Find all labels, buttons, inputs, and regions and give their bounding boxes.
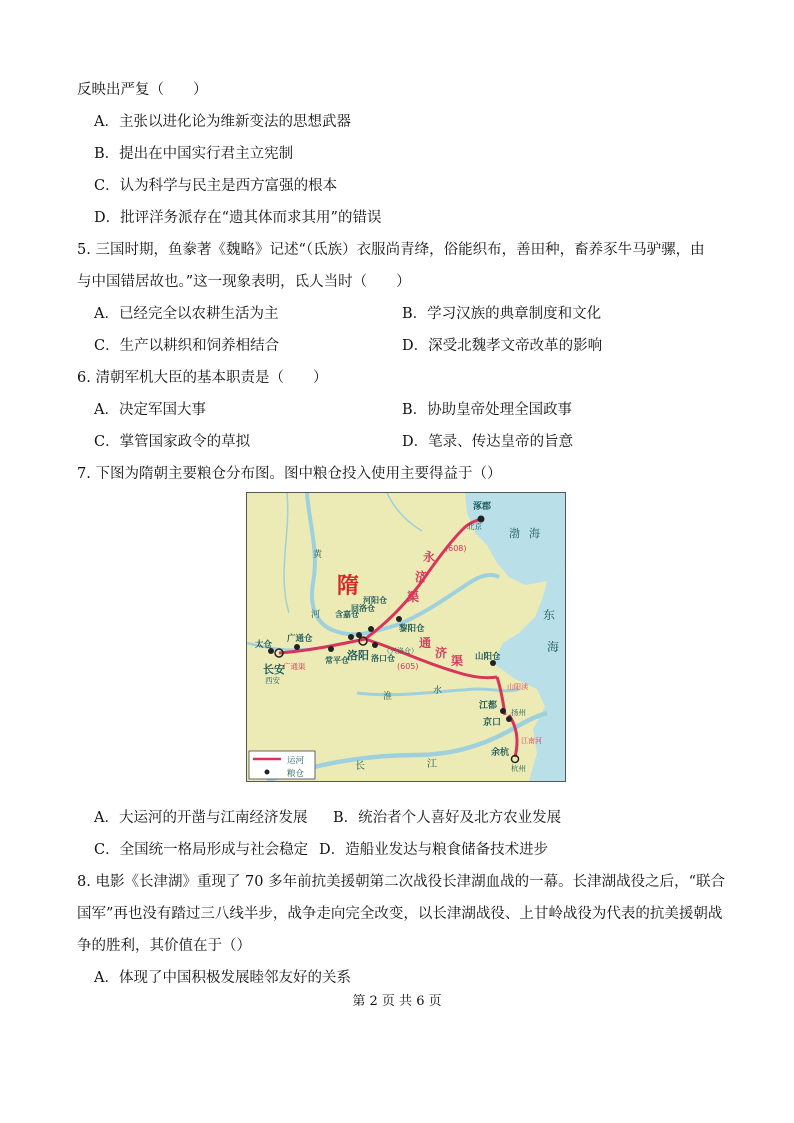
q4-option-a: A．主张以进化论为维新变法的思想武器 xyxy=(94,114,351,130)
sui-granary-map xyxy=(246,492,566,782)
q8-option-a: A．体现了中国积极发展睦邻友好的关系 xyxy=(94,970,351,986)
q5-option-a: A．已经完全以农耕生活为主 xyxy=(94,306,279,322)
heyang-label: 河阳仓 xyxy=(363,596,387,605)
taicang-label: 太仓 xyxy=(255,640,273,650)
q4-option-c: C．认为科学与民主是西方富强的根本 xyxy=(94,178,338,194)
q6-option-c: C．掌管国家政令的草拟 xyxy=(94,434,251,450)
heyang-dot xyxy=(368,626,374,632)
yongji-char-1: 永 xyxy=(423,550,436,564)
q4-option-b: B．提出在中国实行君主立宪制 xyxy=(94,146,294,162)
xingluo-label: （兴洛仓） xyxy=(383,647,418,655)
q8-stem-line1: 8. 电影《长津湖》重现了 70 多年前抗美援朝第二次战役长津湖血战的一幕。长津湖战役之后，“联合 xyxy=(77,874,726,890)
yellow-river-char-2: 河 xyxy=(311,610,321,620)
beijing-label: 北京 xyxy=(467,522,482,531)
legend-box xyxy=(249,751,315,779)
q4-option-d: D．批评洋务派存在“遗其体而求其用”的错误 xyxy=(94,210,382,226)
guangtong-granary-label: 广通仓 xyxy=(287,634,313,644)
huiluo-dot xyxy=(356,632,362,638)
hangzhou-label: 杭州 xyxy=(511,764,526,773)
yangtze-char-2: 江 xyxy=(427,759,437,770)
legend-granary-swatch xyxy=(265,770,270,775)
hanjia-label: 含嘉仓 xyxy=(335,610,359,619)
donghai-char-1: 东 xyxy=(543,608,556,622)
hanjia-dot xyxy=(348,634,354,640)
q5-option-b: B．学习汉族的典章制度和文化 xyxy=(402,306,602,322)
changping-dot xyxy=(328,646,334,652)
yuhang-label: 余杭 xyxy=(491,748,510,758)
legend-canal-label: 运河 xyxy=(287,756,305,766)
tongji-char-3: 渠 xyxy=(451,654,464,668)
luokou-dot xyxy=(372,642,378,648)
q5-option-d: D．深受北魏孝文帝改革的影响 xyxy=(402,338,603,354)
q4-stem-end: 反映出严复（ ） xyxy=(77,82,208,98)
yangzhou-label: 扬州 xyxy=(511,708,526,717)
changan-label: 长安 xyxy=(263,663,285,676)
map-svg xyxy=(247,493,565,781)
tongji-char-1: 通 xyxy=(419,636,432,650)
jiangdu-label: 江都 xyxy=(479,701,498,711)
q5-stem-line1: 5. 三国时期，鱼豢著《魏略》记述“（氐族）衣服尚青绛，俗能织布，善田种，畜养豕牛马驴骡，由 xyxy=(77,242,705,258)
q6-option-d: D．笔录、传达皇帝的旨意 xyxy=(402,434,574,450)
yongji-char-2: 济 xyxy=(415,570,428,584)
guangtong-granary-dot xyxy=(294,644,300,650)
year-605-label: (605) xyxy=(397,662,419,671)
yellow-river-char-1: 黄 xyxy=(313,550,323,560)
changping-label: 常平仓 xyxy=(325,656,349,665)
jiangdu-dot xyxy=(500,708,506,714)
page-footer: 第 2 页 共 6 页 xyxy=(352,994,442,1009)
yangtze-char-1: 长 xyxy=(355,761,365,772)
xian-label: 西安 xyxy=(265,676,280,685)
huiluo-label: 回洛仓 xyxy=(351,604,375,613)
q6-option-a: A．决定军国大事 xyxy=(94,402,206,418)
bohai-char-2: 海 xyxy=(529,527,540,540)
shui-char: 水 xyxy=(433,686,443,696)
q8-stem-line3: 争的胜利，其价值在于（） xyxy=(77,938,251,954)
q8-stem-line2: 国军”再也没有踏过三八线半步，战争走向完全改变，以长津湖战役、上甘岭战役为代表的抗美援朝战 xyxy=(77,906,723,922)
liyang-dot xyxy=(396,616,402,622)
zhuojun-label: 涿郡 xyxy=(473,502,492,512)
country-label: 隋 xyxy=(337,574,360,599)
q5-stem-line2: 与中国错居故也。”这一现象表明，氐人当时（ ） xyxy=(77,274,411,290)
q7-option-a: A．大运河的开凿与江南经济发展 xyxy=(94,810,308,826)
huai-char: 淮 xyxy=(383,692,393,702)
q6-option-b: B．协助皇帝处理全国政事 xyxy=(402,402,573,418)
tongji-char-2: 济 xyxy=(435,646,448,660)
year-608-label: (608) xyxy=(445,544,467,553)
q6-stem: 6. 清朝军机大臣的基本职责是（ ） xyxy=(77,370,328,386)
jingkou-label: 京口 xyxy=(483,718,502,728)
shanyang-label: 山阳仓 xyxy=(475,652,501,662)
shanyang-du-label: 山阳渎 xyxy=(507,683,528,691)
luoyang-label: 洛阳 xyxy=(347,649,369,662)
bohai-char-1: 渤 xyxy=(509,527,520,540)
donghai-char-2: 海 xyxy=(547,640,560,654)
guangtong-canal-label: 广通渠 xyxy=(283,662,306,671)
q7-option-d: D．造船业发达与粮食储备技术进步 xyxy=(319,842,549,858)
yongji-char-3: 渠 xyxy=(407,590,420,604)
q7-option-c: C．全国统一格局形成与社会稳定 xyxy=(94,842,309,858)
jingkou-dot xyxy=(506,716,512,722)
legend-granary-label: 粮仓 xyxy=(287,769,305,779)
q7-option-b: B．统治者个人喜好及北方农业发展 xyxy=(333,810,562,826)
liyang-label: 黎阳仓 xyxy=(399,624,425,634)
luokou-label: 洛口仓 xyxy=(371,654,395,663)
q7-stem: 7. 下图为隋朝主要粮仓分布图。图中粮仓投入使用主要得益于（） xyxy=(77,466,502,482)
jiangnan-he-label: 江南河 xyxy=(521,737,542,745)
q5-option-c: C．生产以耕织和饲养相结合 xyxy=(94,338,280,354)
